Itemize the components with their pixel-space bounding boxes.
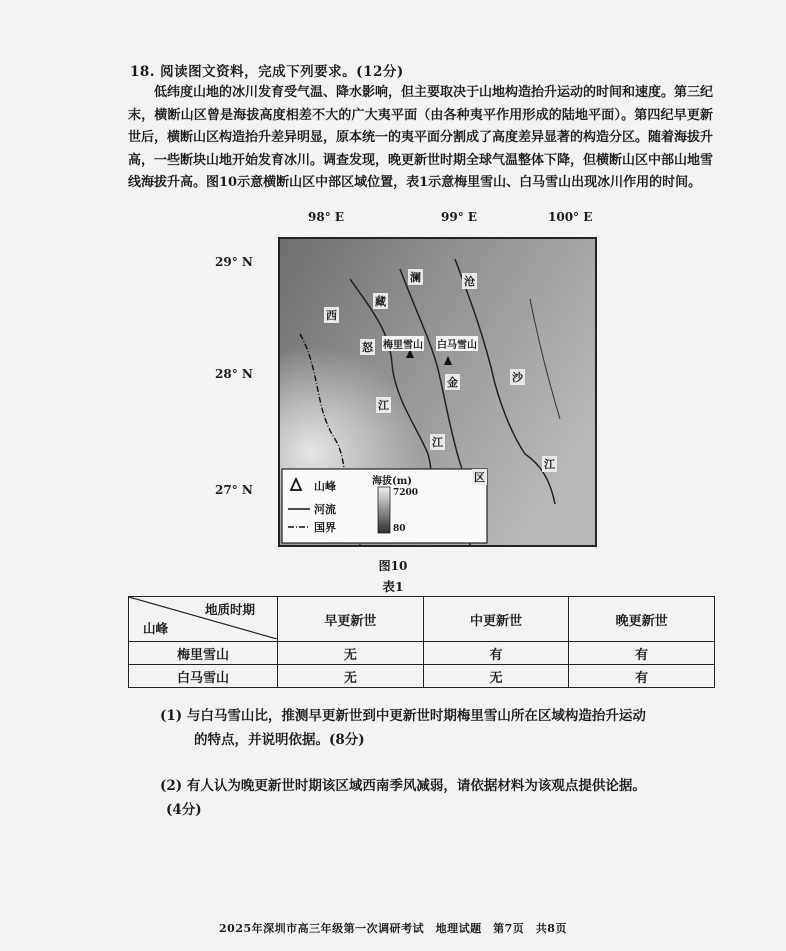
lon-label-100: 100° E (548, 210, 593, 224)
legend-elevation-min: 80 (393, 524, 406, 534)
table-cell: 有 (423, 642, 569, 665)
region-label-sha: 沙 (512, 371, 523, 384)
column-header: 中更新世 (423, 597, 569, 642)
row-peak-name: 梅里雪山 (129, 642, 278, 665)
table-cell: 有 (569, 665, 715, 688)
sub-question-2 (160, 774, 720, 822)
header-peak: 山峰 (143, 621, 169, 636)
table-cell: 无 (278, 642, 424, 665)
question-title: 18. 阅读图文资料，完成下列要求。(12分) (130, 64, 404, 80)
table-cell: 有 (569, 642, 715, 665)
region-label-cang: 沧 (464, 275, 475, 288)
page-footer: 2025年深圳市高三年级第一次调研考试 地理试题 第7页 共8页 (219, 922, 567, 935)
legend-elevation-title: 海拔(m) (372, 476, 413, 487)
region-label-jiang-1: 江 (378, 399, 389, 412)
glacier-timing-table (128, 596, 715, 688)
sub-question-2-line1: (2) 有人认为晚更新世时期该区域西南季风减弱，请依据材料为该观点提供论据。 (160, 778, 646, 794)
legend-river-label: 河流 (314, 503, 336, 516)
sub-question-1 (160, 704, 720, 752)
table-cell: 无 (423, 665, 569, 688)
baima-peak-label: 白马雪山 (436, 336, 478, 351)
map-figure (215, 210, 610, 550)
column-header: 早更新世 (278, 597, 424, 642)
lat-label-27: 27° N (215, 483, 253, 497)
region-label-zang: 藏 (375, 295, 386, 308)
region-label-jiang-3: 江 (544, 458, 555, 471)
table-header-row (129, 597, 715, 642)
row-peak-name: 白马雪山 (129, 665, 278, 688)
column-header: 晚更新世 (569, 597, 715, 642)
region-label-nu: 怒 (362, 341, 373, 354)
table-row (129, 665, 715, 688)
map-frame (278, 237, 597, 547)
lon-label-98: 98° E (308, 210, 345, 224)
figure-caption: 图10 (378, 559, 408, 573)
lat-label-29: 29° N (215, 255, 253, 269)
table-row (129, 642, 715, 665)
sub-question-2-line2: (4分) (166, 802, 202, 818)
meili-peak-label: 梅里雪山 (382, 336, 424, 351)
region-label-lan: 澜 (410, 271, 421, 284)
lon-label-99: 99° E (441, 210, 478, 224)
legend-elevation-max: 7200 (393, 488, 419, 498)
terrain-map (280, 239, 595, 545)
question-body: 低纬度山地的冰川发育受气温、降水影响，但主要取决于山地构造抬升运动的时间和速度。第三纪末，横断山区曾是海拔高度相差不大的广大夷平面（由各种夷平作用形成的陆地平面）。第四纪早更新世后，横断山区构造抬升差异明显，原本统一的夷平面分割成了高度差异显著的构造分区。随着海拔升高，一些断块山地开始发育冰川。调查发现，晚更新世时期全球气温整体下降，但横断山区中部山地雪线海拔升高。图10示意横断山区中部区域位置，表1示意梅里雪山、白马雪山出现冰川作用的时间。 (128, 85, 714, 191)
region-label-qu-1: 区 (474, 471, 485, 484)
table-diagonal-header (129, 597, 278, 642)
legend-border-label: 国界 (314, 521, 336, 534)
sub-question-1-line1: (1) 与白马雪山比，推测早更新世到中更新世时期梅里雪山所在区域构造抬升运动 (160, 708, 646, 724)
region-label-jin: 金 (447, 376, 458, 389)
header-period: 地质时期 (204, 602, 255, 617)
lat-label-28: 28° N (215, 367, 253, 381)
legend-peak-label: 山峰 (314, 480, 336, 493)
region-label-jiang-2: 江 (432, 436, 443, 449)
sub-question-1-line2: 的特点，并说明依据。(8分) (194, 732, 365, 748)
table-caption: 表1 (382, 579, 404, 594)
elevation-color-bar (378, 487, 390, 533)
table-cell: 无 (278, 665, 424, 688)
region-label-xi: 西 (326, 309, 337, 322)
